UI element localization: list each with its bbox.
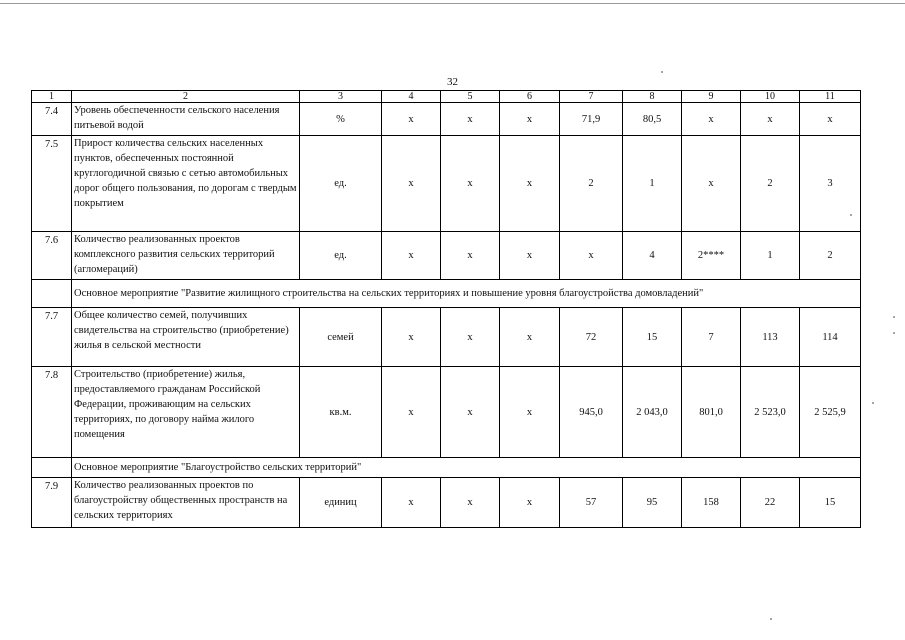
section-row: [32, 458, 861, 478]
column-number-header: 5: [441, 91, 500, 103]
unit-cell: ед.: [300, 232, 382, 280]
column-number-header: 10: [741, 91, 800, 103]
value-cell-c5: x: [441, 103, 500, 136]
section-row: [32, 280, 861, 308]
top-border-line: [0, 3, 905, 4]
row-number: 7.5: [32, 136, 72, 232]
indicator-name: Уровень обеспеченности сельского населения питьевой водой: [72, 103, 300, 136]
value-cell-c4: x: [382, 136, 441, 232]
value-cell-c9: 801,0: [682, 367, 741, 458]
scan-speck: [872, 402, 874, 404]
indicator-name: Прирост количества сельских населенных пунктов, обеспеченных постоянной круглогодичной связью с сетью автомобильных дорог общего пользования, по дорогам с твердым покрытием: [72, 136, 300, 232]
row-number: 7.4: [32, 103, 72, 136]
indicator-name: Количество реализованных проектов комплексного развития сельских территорий (агломераций): [72, 232, 300, 280]
table-row: [32, 367, 861, 458]
unit-cell: кв.м.: [300, 367, 382, 458]
value-cell-c11: 15: [800, 478, 861, 528]
value-cell-c4: x: [382, 367, 441, 458]
page-number: 32: [447, 76, 458, 88]
value-cell-c8: 2 043,0: [623, 367, 682, 458]
value-cell-c10: 2: [741, 136, 800, 232]
section-number-cell: [32, 280, 72, 308]
value-cell-c5: x: [441, 308, 500, 367]
column-number-header: 1: [32, 91, 72, 103]
value-cell-c10: 2 523,0: [741, 367, 800, 458]
value-cell-c8: 4: [623, 232, 682, 280]
row-number: 7.8: [32, 367, 72, 458]
column-number-header: 3: [300, 91, 382, 103]
table-row: [32, 232, 861, 280]
value-cell-c4: x: [382, 232, 441, 280]
value-cell-c5: x: [441, 367, 500, 458]
value-cell-c5: x: [441, 232, 500, 280]
table-row: [32, 308, 861, 367]
row-number: 7.7: [32, 308, 72, 367]
column-number-header: 11: [800, 91, 861, 103]
scan-speck: [893, 316, 895, 318]
value-cell-c9: 2****: [682, 232, 741, 280]
value-cell-c5: x: [441, 478, 500, 528]
value-cell-c11: 2 525,9: [800, 367, 861, 458]
value-cell-c8: 80,5: [623, 103, 682, 136]
value-cell-c6: x: [500, 232, 560, 280]
column-number-header: 8: [623, 91, 682, 103]
value-cell-c7: 2: [560, 136, 623, 232]
scan-speck: [770, 618, 772, 620]
value-cell-c8: 1: [623, 136, 682, 232]
value-cell-c5: x: [441, 136, 500, 232]
table-row: [32, 136, 861, 232]
row-number: 7.9: [32, 478, 72, 528]
section-number-cell: [32, 458, 72, 478]
value-cell-c11: 2: [800, 232, 861, 280]
section-title: Основное мероприятие "Развитие жилищного строительства на сельских территориях и повышение уровня благоустройства домовладений": [72, 280, 861, 308]
value-cell-c11: 3: [800, 136, 861, 232]
table-row: [32, 478, 861, 528]
scan-speck: [893, 332, 895, 334]
unit-cell: %: [300, 103, 382, 136]
indicators-table: [31, 90, 861, 528]
value-cell-c9: 7: [682, 308, 741, 367]
column-number-header: 4: [382, 91, 441, 103]
value-cell-c7: 57: [560, 478, 623, 528]
scan-speck: [661, 71, 663, 73]
indicator-name: Общее количество семей, получивших свидетельства на строительство (приобретение) жилья в сельской местности: [72, 308, 300, 367]
value-cell-c7: 71,9: [560, 103, 623, 136]
indicator-name: Строительство (приобретение) жилья, предоставляемого гражданам Российской Федерации, проживающим на сельских территориях, по договору найма жилого помещения: [72, 367, 300, 458]
value-cell-c6: x: [500, 367, 560, 458]
value-cell-c11: x: [800, 103, 861, 136]
value-cell-c6: x: [500, 308, 560, 367]
value-cell-c9: x: [682, 103, 741, 136]
value-cell-c6: x: [500, 136, 560, 232]
value-cell-c9: x: [682, 136, 741, 232]
unit-cell: ед.: [300, 136, 382, 232]
value-cell-c4: x: [382, 103, 441, 136]
header-row: [32, 91, 861, 103]
value-cell-c11: 114: [800, 308, 861, 367]
value-cell-c6: x: [500, 478, 560, 528]
section-title: Основное мероприятие "Благоустройство сельских территорий": [72, 458, 861, 478]
value-cell-c7: 945,0: [560, 367, 623, 458]
value-cell-c8: 95: [623, 478, 682, 528]
unit-cell: единиц: [300, 478, 382, 528]
value-cell-c4: x: [382, 478, 441, 528]
column-number-header: 2: [72, 91, 300, 103]
value-cell-c10: 22: [741, 478, 800, 528]
value-cell-c8: 15: [623, 308, 682, 367]
scan-speck: [850, 214, 852, 216]
value-cell-c10: x: [741, 103, 800, 136]
column-number-header: 7: [560, 91, 623, 103]
column-number-header: 6: [500, 91, 560, 103]
unit-cell: семей: [300, 308, 382, 367]
row-number: 7.6: [32, 232, 72, 280]
value-cell-c4: x: [382, 308, 441, 367]
column-number-header: 9: [682, 91, 741, 103]
value-cell-c7: 72: [560, 308, 623, 367]
value-cell-c9: 158: [682, 478, 741, 528]
indicator-name: Количество реализованных проектов по благоустройству общественных пространств на сельских территориях: [72, 478, 300, 528]
value-cell-c10: 1: [741, 232, 800, 280]
value-cell-c6: x: [500, 103, 560, 136]
table-row: [32, 103, 861, 136]
value-cell-c7: x: [560, 232, 623, 280]
value-cell-c10: 113: [741, 308, 800, 367]
